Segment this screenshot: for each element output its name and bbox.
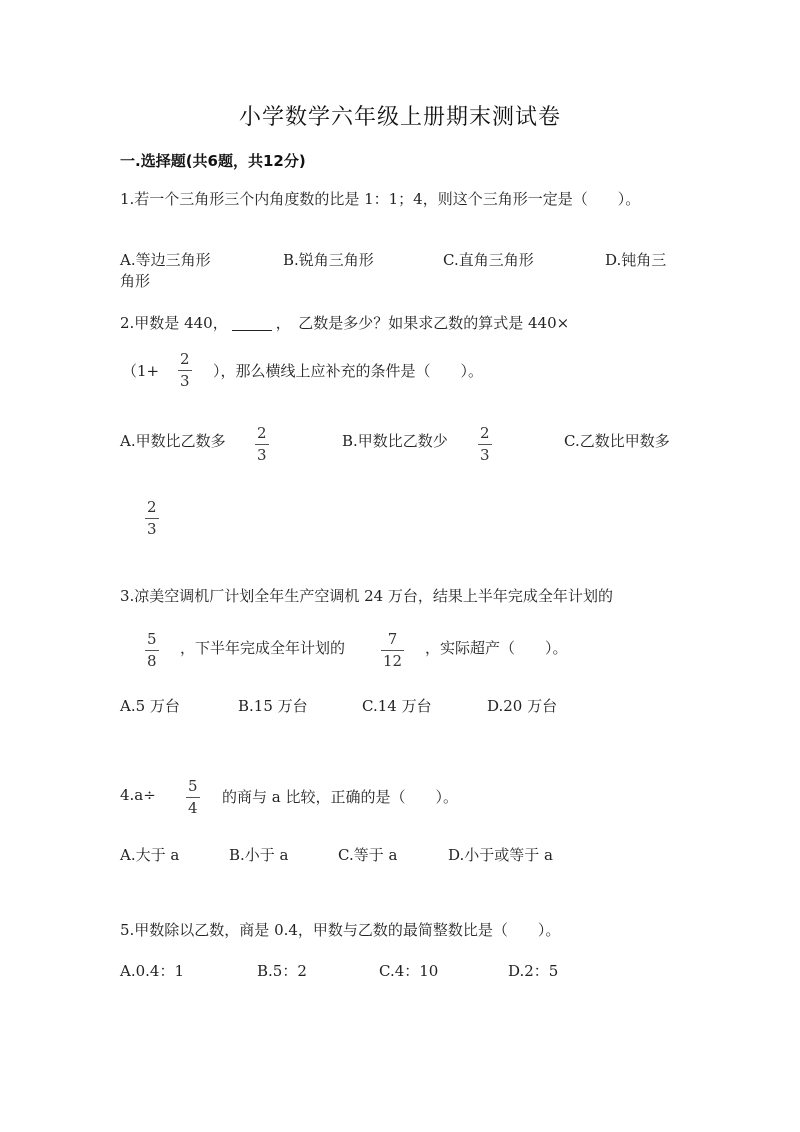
q2-option-c-fraction — [145, 500, 159, 537]
section-heading: 一.选择题(共6题，共12分) — [120, 152, 306, 170]
q3-end-text: ，实际超产（ ）。 — [425, 639, 568, 657]
q3-fraction-1 — [145, 632, 159, 669]
q2-line2-end: ），那么横线上应补充的条件是（ ）。 — [213, 362, 484, 380]
q3-option-a[interactable]: A.5 万台 — [120, 697, 180, 715]
question-1-stem: 1.若一个三角形三个内角度数的比是 1：1；4，则这个三角形一定是（ ）。 — [120, 190, 641, 208]
page-title: 小学数学六年级上册期末测试卷 — [238, 105, 561, 130]
q3-middle-text: ，下半年完成全年计划的 — [180, 639, 346, 657]
fraction-numerator: 5 — [147, 630, 157, 648]
q5-option-d[interactable]: D.2：5 — [508, 962, 559, 980]
q3-option-b[interactable]: B.15 万台 — [238, 697, 308, 715]
question-2-line-1 — [120, 312, 569, 333]
q3-option-d[interactable]: D.20 万台 — [487, 697, 558, 715]
fraction-denominator: 3 — [180, 372, 190, 390]
q5-option-a[interactable]: A.0.4：1 — [120, 962, 184, 980]
q1-option-d-wrap: 角形 — [120, 272, 151, 290]
fraction-denominator: 8 — [147, 652, 157, 670]
q3-fraction-2 — [381, 632, 404, 669]
q2-option-a-fraction — [255, 426, 269, 463]
q2-option-b-fraction — [478, 426, 492, 463]
fraction-denominator: 4 — [188, 799, 198, 817]
fraction-numerator: 2 — [480, 424, 490, 442]
fraction-numerator: 2 — [180, 350, 190, 368]
q4-end-text: 的商与 a 比较，正确的是（ ）。 — [222, 788, 458, 806]
q2-option-c[interactable]: C.乙数比甲数多 — [564, 432, 670, 450]
fraction-denominator: 3 — [480, 446, 490, 464]
q4-option-b[interactable]: B.小于 a — [229, 846, 289, 864]
fraction-numerator: 7 — [387, 630, 398, 648]
fraction-numerator: 5 — [188, 777, 198, 795]
fraction-numerator: 2 — [147, 498, 157, 516]
q3-option-c[interactable]: C.14 万台 — [362, 697, 432, 715]
question-5-stem: 5.甲数除以乙数，商是 0.4，甲数与乙数的最简整数比是（ ）。 — [120, 921, 561, 939]
q1-option-c[interactable]: C.直角三角形 — [443, 251, 534, 269]
q4-option-a[interactable]: A.大于 a — [120, 846, 180, 864]
q2-text-a: 2.甲数是 440， — [120, 314, 228, 332]
q4-option-c[interactable]: C.等于 a — [338, 846, 398, 864]
q1-option-b[interactable]: B.锐角三角形 — [283, 251, 374, 269]
fraction-numerator: 2 — [257, 424, 267, 442]
answer-blank[interactable] — [232, 330, 272, 331]
question-3-line-1: 3.凉美空调机厂计划全年生产空调机 24 万台，结果上半年完成全年计划的 — [120, 587, 613, 605]
q2-line2-start: （1+ — [122, 362, 160, 380]
q2-text-b: ， 乙数是多少？如果求乙数的算式是 440× — [275, 314, 570, 332]
q5-option-b[interactable]: B.5：2 — [257, 962, 307, 980]
fraction-denominator: 3 — [147, 520, 157, 538]
q4-option-d[interactable]: D.小于或等于 a — [448, 846, 553, 864]
q1-option-a[interactable]: A.等边三角形 — [120, 251, 211, 269]
q4-start-text: 4.a÷ — [120, 786, 156, 804]
q4-fraction — [186, 779, 200, 816]
fraction-denominator: 12 — [383, 652, 403, 670]
q5-option-c[interactable]: C.4：10 — [379, 962, 439, 980]
q2-fraction — [178, 352, 192, 389]
q2-option-a[interactable]: A.甲数比乙数多 — [120, 432, 226, 450]
q1-option-d[interactable]: D.钝角三 — [605, 251, 667, 269]
fraction-denominator: 3 — [257, 446, 267, 464]
q2-option-b[interactable]: B.甲数比乙数少 — [342, 432, 448, 450]
